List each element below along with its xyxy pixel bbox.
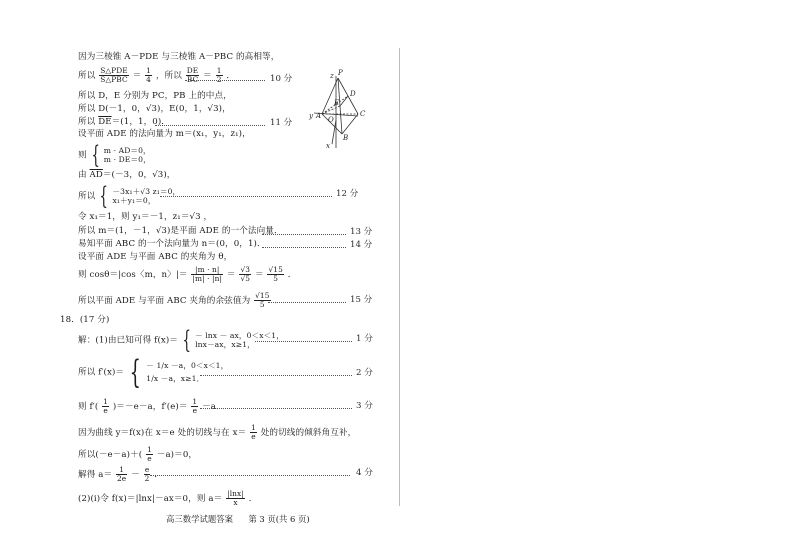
text: 由 [78,170,87,180]
solution-line [78,239,266,250]
label-z: z [330,72,334,80]
fraction [250,424,257,441]
fraction [191,398,198,415]
score-label: 2 分 [356,368,373,378]
equation-system [195,331,284,349]
solution-line [78,52,279,63]
solution-line [78,170,176,181]
fraction [216,67,223,84]
numerator: 1 [103,397,108,406]
solution-line [78,490,257,507]
text: 设平面 ADE 的法向量为 m＝(x₁，y₁，z₁)， [78,129,251,139]
fraction [254,292,270,309]
dot-leader [160,196,332,197]
text: ＝ [203,71,212,81]
denominator: 4 [146,75,151,84]
fraction [267,266,283,283]
denominator: e [251,432,256,441]
solution-line [78,398,225,415]
brace: { [129,353,141,391]
text: 解得 a＝ [78,470,113,480]
denominator: e [103,406,108,415]
denominator: 5 [259,300,265,309]
denominator: BC [186,75,199,84]
text: 易知平面 ABC 的一个法向量为 n＝(0，0，1)． [78,239,266,249]
solution-line [78,91,232,102]
text: ． [248,494,258,504]
fraction [146,446,153,463]
score-label: 13 分 [350,227,373,237]
text: ． [274,296,284,306]
text: 所以 [78,191,96,202]
label-B: B [343,134,349,142]
text: 设平面 ADE 与平面 ABC 的夹角为 θ， [78,252,233,262]
dot-leader [200,408,352,409]
text: 则 cosθ＝|cos〈m，n〉|＝ [78,270,188,280]
fraction [116,466,127,483]
text: －a． [202,402,225,412]
score-label: 14 分 [350,240,373,250]
denominator: x [233,498,238,507]
text: 因为三棱锥 A－PDE 与三棱锥 A－PBC 的高相等， [78,52,280,62]
text: )＝－e－a，f′(e)＝ [112,402,188,412]
equation: m · DE＝0， [103,155,151,164]
text: 则 [78,150,87,161]
dot-leader [150,475,350,476]
page-footer [166,513,310,525]
text: 所以 [78,71,96,81]
numerator: √15 [255,291,270,300]
pyramid-figure [292,68,368,152]
label-O: O [328,116,334,124]
numerator: 1 [116,466,127,475]
score-label: 15 分 [350,295,373,305]
numerator: e [144,465,150,474]
text: ． [287,270,297,280]
numerator: 1 [251,423,256,432]
numerator: 1 [216,66,222,75]
text: 所以 f′(x)＝ [78,367,125,378]
solution-line [78,212,212,223]
dot-leader [255,341,352,342]
equation: －3x₁＋√3 z₁＝0， [112,187,181,196]
dot-leader [262,247,346,248]
text: ． [154,470,164,480]
equation-system [146,359,228,385]
dot-leader [185,80,265,81]
text: 所以(－e－a)＋( [78,450,143,460]
text: ＝ [132,71,142,81]
label-P: P [338,69,343,77]
score-label: 11 分 [270,118,293,128]
question-heading [60,315,109,326]
text: ＝(1，1，0)． [111,117,170,127]
numerator: DE [186,66,199,75]
text: ＝(－3，0，√3)， [102,170,176,180]
fraction [145,67,152,84]
equation: lnx－ax，x≥1， [195,340,255,349]
equation-system [104,146,151,164]
brace: { [182,326,191,354]
equation: 1/x －a，x≥1． [146,374,205,383]
text: (2)(i)令 f(x)＝|lnx|－ax＝0，则 a＝ [78,494,223,504]
vector: $\overline{AD}$ [89,170,103,180]
edge-BC [342,114,358,134]
denominator: e [147,454,152,463]
solution-line [78,226,283,237]
denominator: 2e [116,474,127,483]
text: 则 f′( [78,402,99,412]
fraction [191,266,223,283]
score-label: 12 分 [336,189,359,199]
dot-leader [200,375,352,376]
text: 18．(17 分) [60,315,110,325]
numerator: S△PDE [100,66,128,75]
solution-line [78,141,151,169]
text: 解：(1)由已知可得 f(x)＝ [78,335,178,346]
solution-line [78,292,283,309]
brace: { [99,182,109,210]
denominator: e [192,406,198,415]
text: ＝ [254,270,264,280]
text: － [131,470,140,480]
text: 因为曲线 y＝f(x)在 x＝e 处的切线与在 x＝ [78,428,247,438]
numerator: |m · n| [191,266,223,275]
text: 所以 D(－1，0，√3)，E(0，1，√3)， [78,104,231,114]
text: ，所以 [155,71,182,81]
equation: x₁＋y₁＝0， [112,196,156,205]
solution-line [78,424,356,441]
equation: － lnx － ax，0＜x＜1， [195,331,284,340]
text: －a)＝0， [156,450,198,460]
denominator: 2 [216,75,222,84]
text: ＝ [226,270,236,280]
fraction [186,67,200,84]
denominator: √5 [240,274,251,283]
text: 所以 D，E 分别为 PC，PB 上的中点， [78,91,232,101]
solution-line [78,117,170,128]
label-y: y [309,112,313,120]
dot-leader [268,302,346,303]
denominator: 2 [144,474,150,483]
label-A: A [316,112,322,120]
text: 令 x₁＝1，则 y₁＝－1，z₁＝√3 ， [78,212,213,222]
edge-DE [340,96,348,106]
label-x: x [326,142,330,150]
denominator: S△PBC [100,75,128,84]
label-D: D [350,90,356,98]
numerator: 1 [192,397,198,406]
solution-line [78,353,229,391]
denominator: 5 [273,274,279,283]
solution-line [78,326,284,354]
fraction [102,398,109,415]
footer-title: 高三数学试题答案 [166,514,233,524]
solution-line [78,129,251,140]
numerator: |lnx| [227,489,244,498]
label-E: E [334,99,340,107]
score-label: 1 分 [356,334,373,344]
footer-page-number: 第 3 页(共 6 页) [248,514,310,524]
fraction [99,67,129,84]
text: 所以 m＝(1，－1，√3)是平面 ADE 的一个法向量． [78,226,283,236]
text: 处的切线的倾斜角互补， [260,428,357,438]
solution-line [78,104,231,115]
brace: { [91,141,100,169]
score-label: 10 分 [270,74,293,84]
score-label: 4 分 [356,468,373,478]
label-C: C [360,110,366,118]
numerator: 1 [146,66,151,75]
text: 所以平面 ADE 与平面 ABC 夹角的余弦值为 [78,296,251,306]
dot-leader [155,125,265,126]
equation: － 1/x －a，0＜x＜1， [146,361,229,370]
text: ． [226,71,236,81]
numerator: √15 [268,265,283,274]
equation: m · AD＝0， [103,146,151,155]
fraction [239,266,251,283]
text: 所以 [78,117,96,127]
solution-line [78,266,296,283]
fraction [226,490,245,507]
solution-line [78,252,232,263]
denominator: |m| · |n| [192,274,223,283]
dot-leader [262,234,346,235]
score-label: 3 分 [356,401,373,411]
solution-line [78,446,197,463]
numerator: √3 [240,265,251,274]
solution-line [78,67,235,84]
vector: $\overline{DE}$ [98,117,112,127]
column-divider [399,48,400,506]
numerator: 1 [147,445,152,454]
